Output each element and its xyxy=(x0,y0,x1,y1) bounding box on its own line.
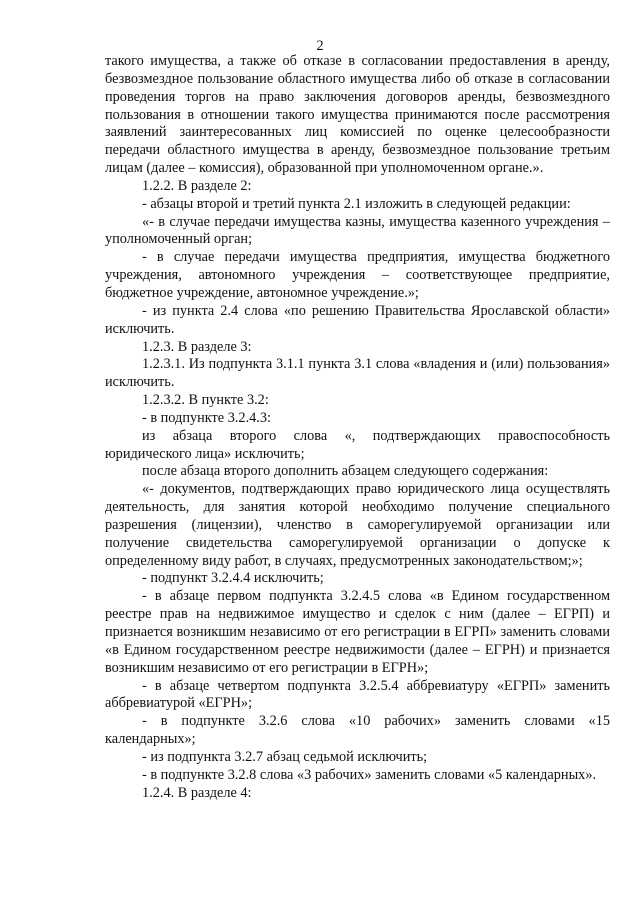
paragraph: - из подпункта 3.2.7 абзац седьмой исключить; xyxy=(142,748,428,765)
paragraph: - в подпункте 3.2.4.3: xyxy=(142,409,271,426)
paragraph: 1.2.4. В разделе 4: xyxy=(142,784,252,801)
paragraph: - в случае передачи имущества предприятия, имущества бюджетного учреждения, автономного учреждения – соответствующее предприятие, бюджетное учреждение, автономное учреждение.»; xyxy=(105,249,610,301)
paragraph: 1.2.3. В разделе 3: xyxy=(142,338,252,355)
paragraph: такого имущества, а также об отказе в согласовании предоставления в аренду, безвозмездное пользование областного имущества либо об отказе в согласовании проведения торгов на право заключения договоров аренды, безвозмездного пользования в отношении такого имущества принимаются после рассмотрения заявлений заинтересованных лиц комиссией по оценке целесообразности передачи областного имущества в аренду, безвозмездное пользование третьим лицам (далее – комиссия), образованной при уполномоченном органе.». xyxy=(105,53,610,177)
paragraph: «- в случае передачи имущества казны, имущества казенного учреждения – уполномоченный орган; xyxy=(105,213,610,248)
paragraph: - в подпункте 3.2.8 слова «3 рабочих» заменить словами «5 календарных». xyxy=(142,766,597,783)
paragraph: из абзаца второго слова «, подтверждающих правоспособность юридического лица» исключить; xyxy=(105,427,610,462)
paragraph: - подпункт 3.2.4.4 исключить; xyxy=(142,570,324,587)
paragraph: - в подпункте 3.2.6 слова «10 рабочих» заменить словами «15 календарных»; xyxy=(105,713,610,748)
paragraph: после абзаца второго дополнить абзацем следующего содержания: xyxy=(142,463,549,480)
paragraph: - абзацы второй и третий пункта 2.1 изложить в следующей редакции: xyxy=(142,195,571,212)
paragraph: «- документов, подтверждающих право юридического лица осуществлять деятельность, для занятия которой необходимо получение специального разрешения (лицензии), членство в саморегулируемой организации или получение свидетельства саморегулируемой организации о допуске к определенному виду работ, в случаях, предусмотренных законодательством;»; xyxy=(105,481,610,569)
paragraph: - в абзаце четвертом подпункта 3.2.5.4 аббревиатуру «ЕГРП» заменить аббревиатурой «ЕГРН»; xyxy=(105,677,610,712)
paragraph: 1.2.2. В разделе 2: xyxy=(142,177,252,194)
paragraph: 1.2.3.2. В пункте 3.2: xyxy=(142,392,269,409)
page-number: 2 xyxy=(316,38,324,54)
document-body xyxy=(105,53,610,802)
paragraph: 1.2.3.1. Из подпункта 3.1.1 пункта 3.1 слова «владения и (или) пользования» исключить. xyxy=(105,356,610,391)
paragraph: - из пункта 2.4 слова «по решению Правительства Ярославской области» исключить. xyxy=(105,302,610,337)
paragraph: - в абзаце первом подпункта 3.2.4.5 слова «в Едином государственном реестре прав на недвижимое имущество и сделок с ним (далее – ЕГРП) и признается возникшим независимо от его регистрации в ЕГРП» заменить словами «в Едином государственном реестре недвижимости (далее – ЕГРН) и признается возникшим независимо от его регистрации в ЕГРН»; xyxy=(105,588,610,676)
